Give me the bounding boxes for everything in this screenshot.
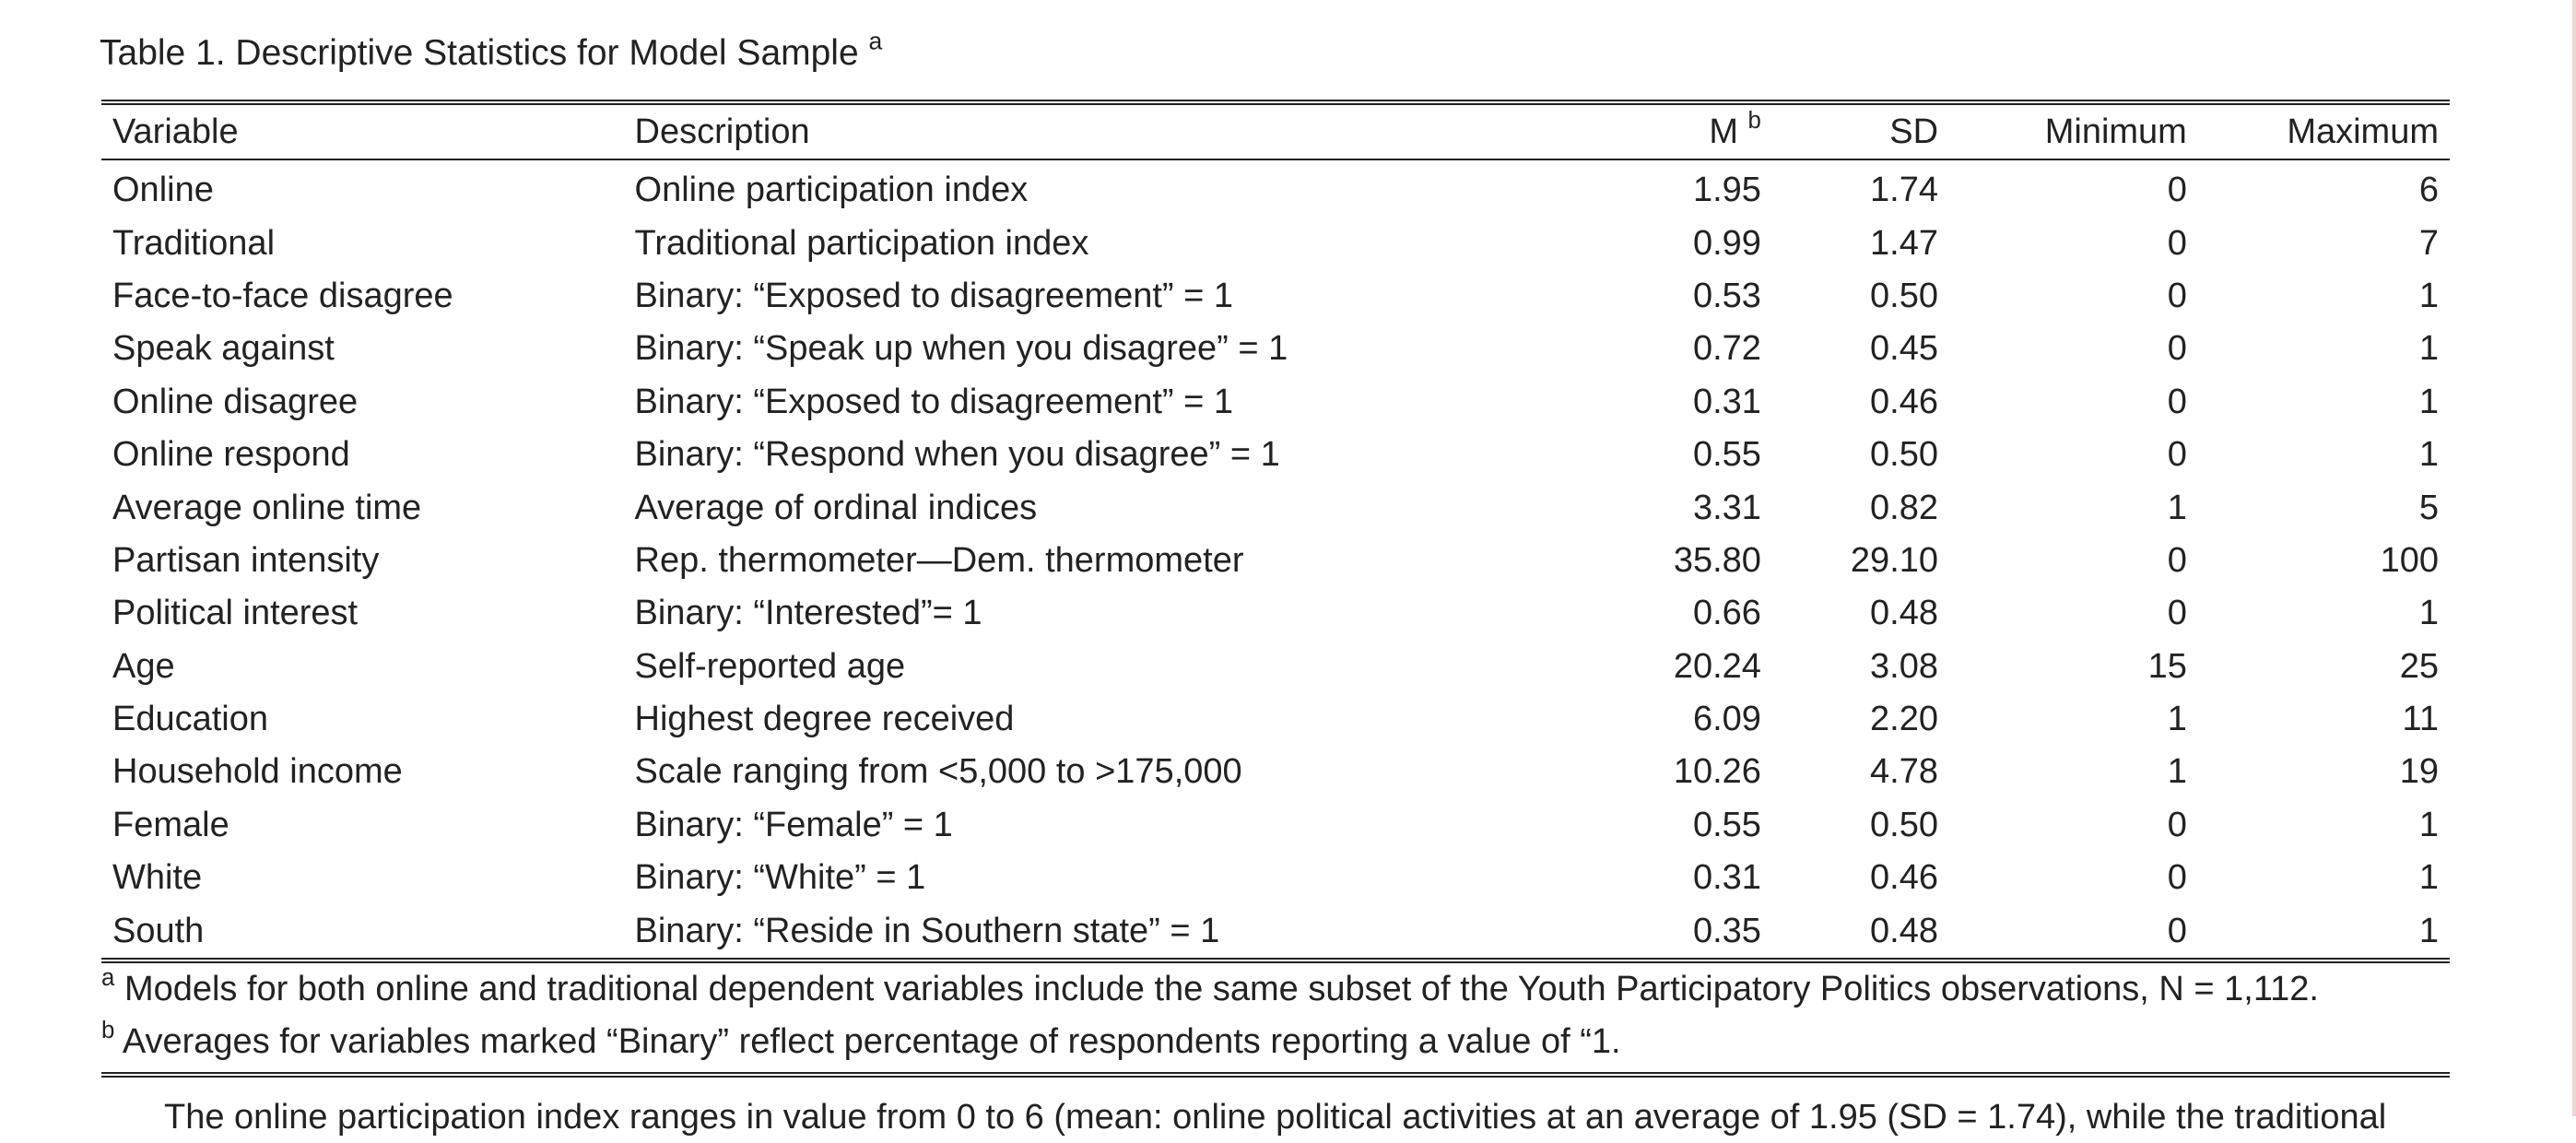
cell-minimum: 1 [2167,488,2187,527]
cell-maximum: 100 [2380,540,2439,580]
cell-maximum: 1 [2418,435,2439,475]
header-mean [1566,105,1772,159]
cell-mean: 0.31 [1692,382,1761,421]
cell-variable: Partisan intensity [112,540,380,580]
cell-variable: South [101,904,624,960]
cell-minimum: 0 [2167,435,2187,475]
cell-mean: 10.26 [1673,752,1761,792]
table-row [101,159,2450,217]
cell-sd: 0.45 [1870,329,1939,369]
table-row [101,641,2450,693]
table-container [101,100,2450,963]
cell-description: Binary: “Respond when you disagree” = 1 [634,435,1280,475]
cell-sd: 0.82 [1870,488,1939,527]
footnote-b-text: Averages for variables marked “Binary” reflect percentage of respondents reporting a value of “1. [122,1022,1621,1061]
cell-description: Binary: “White” = 1 [634,858,926,898]
cell-variable: Online [112,171,214,210]
table-row [101,852,2450,904]
header-minimum: Minimum [1949,105,2198,159]
header-sd: SD [1772,105,1949,159]
caption-footnote-marker: a [868,27,883,55]
cell-sd: 2.20 [1870,700,1939,739]
descriptive-statistics-table [101,105,2450,963]
header-mean-label: M [1709,112,1738,151]
cell-description: Average of ordinal indices [634,488,1038,527]
cell-description: Traditional participation index [634,223,1089,263]
cell-variable: Age [112,646,175,686]
cell-maximum: 6 [2418,171,2439,210]
cell-maximum: 25 [2399,646,2439,686]
table-row [101,904,2450,960]
page-edge [2572,0,2576,1116]
cell-mean: 0.66 [1692,594,1761,633]
cell-mean: 0.35 [1566,904,1772,960]
cell-mean: 1.95 [1692,171,1761,210]
header-row [101,105,2450,159]
footnote-a-marker: a [101,964,115,991]
cell-maximum: 1 [2418,594,2439,633]
cell-sd: 4.78 [1870,752,1939,792]
table-row [101,429,2450,481]
cell-mean: 0.99 [1692,223,1761,263]
cell-minimum: 1 [2167,752,2187,792]
footnote-a-text: Models for both online and traditional dependent variables include the same subset of the Youth Participatory Politics observations, N = 1,112. [124,970,2319,1008]
cell-mean: 3.31 [1692,488,1761,527]
cell-variable: Online disagree [112,382,359,421]
cell-sd: 1.47 [1870,223,1939,263]
cell-sd: 0.50 [1870,805,1939,844]
header-maximum: Maximum [2198,105,2450,159]
cell-minimum: 0 [2167,223,2187,263]
cell-sd: 0.48 [1870,594,1939,633]
cell-variable: Household income [112,752,403,792]
cell-maximum: 7 [2418,223,2439,263]
cell-maximum: 11 [2402,700,2439,739]
cell-mean: 6.09 [1692,700,1761,739]
table-row [101,746,2450,798]
cell-minimum: 15 [2147,646,2187,686]
cell-mean: 0.31 [1692,858,1761,898]
table-row [101,799,2450,852]
cell-minimum: 0 [2167,594,2187,633]
cell-mean: 0.72 [1692,329,1761,369]
table-row [101,376,2450,429]
footnote-b [101,1016,2450,1068]
cell-sd: 0.50 [1870,276,1939,315]
header-mean-marker: b [1747,107,1761,134]
table-row [101,587,2450,640]
table-row [101,481,2450,534]
cell-description: Self-reported age [634,646,906,686]
cell-minimum: 0 [1949,904,2198,960]
cell-mean: 20.24 [1673,646,1761,686]
cell-description: Binary: “Speak up when you disagree” = 1 [634,329,1288,369]
table-row [101,535,2450,587]
cell-description: Rep. thermometer—Dem. thermometer [634,540,1244,580]
cell-description: Binary: “Exposed to disagreement” = 1 [634,276,1234,315]
cell-minimum: 0 [2167,329,2187,369]
cell-mean: 0.55 [1692,805,1761,844]
cell-description: Scale ranging from <5,000 to >175,000 [634,752,1242,792]
header-variable: Variable [101,105,624,159]
cell-variable: Female [112,805,229,844]
body-paragraph: The online participation index ranges in value from 0 to 6 (mean: online political activities at an average of 1.95 (SD = 1.74), while the traditional [164,1098,2387,1137]
table-footnotes [101,963,2450,1078]
caption-text: Table 1. Descriptive Statistics for Model Sample [100,33,859,73]
cell-minimum: 0 [2167,276,2187,315]
cell-maximum: 1 [2198,904,2450,960]
cell-variable: White [112,858,203,898]
cell-mean: 0.55 [1692,435,1761,475]
cell-variable: Education [112,700,269,739]
cell-minimum: 1 [2167,700,2187,739]
cell-minimum: 0 [2167,382,2187,421]
table-row [101,693,2450,746]
cell-sd: 0.50 [1870,435,1939,475]
cell-maximum: 1 [2418,329,2439,369]
cell-variable: Traditional [112,223,276,263]
cell-sd: 29.10 [1850,540,1939,580]
cell-description: Binary: “Reside in Southern state” = 1 [624,904,1567,960]
cell-maximum: 1 [2418,858,2439,898]
cell-minimum: 0 [2167,540,2187,580]
cell-description: Online participation index [634,171,1029,210]
cell-minimum: 0 [2167,858,2187,898]
cell-maximum: 5 [2418,488,2439,527]
cell-description: Binary: “Female” = 1 [634,805,953,844]
cell-maximum: 1 [2418,805,2439,844]
cell-maximum: 1 [2418,382,2439,421]
cell-mean: 35.80 [1673,540,1761,580]
footnote-a [101,963,2450,1016]
cell-sd: 0.48 [1772,904,1949,960]
table-caption [100,28,882,79]
table-row [101,270,2450,323]
table-body [101,159,2450,960]
cell-maximum: 19 [2399,752,2439,792]
cell-sd: 0.46 [1870,858,1939,898]
cell-minimum: 0 [2167,805,2187,844]
cell-minimum: 0 [2167,171,2187,210]
header-description: Description [624,105,1567,159]
cell-description: Binary: “Interested”= 1 [634,594,982,633]
cell-mean: 0.53 [1692,276,1761,315]
cell-sd: 0.46 [1870,382,1939,421]
cell-sd: 3.08 [1870,646,1939,686]
cell-variable: Online respond [112,435,350,475]
cell-maximum: 1 [2418,276,2439,315]
cell-variable: Average online time [112,488,422,527]
cell-variable: Face-to-face disagree [112,276,453,315]
table-row [101,323,2450,375]
cell-description: Highest degree received [634,700,1015,739]
cell-variable: Speak against [112,329,335,369]
cell-variable: Political interest [112,594,359,633]
footnote-b-marker: b [101,1017,115,1043]
cell-description: Binary: “Exposed to disagreement” = 1 [634,382,1234,421]
table-row [101,217,2450,269]
cell-sd: 1.74 [1870,171,1939,210]
